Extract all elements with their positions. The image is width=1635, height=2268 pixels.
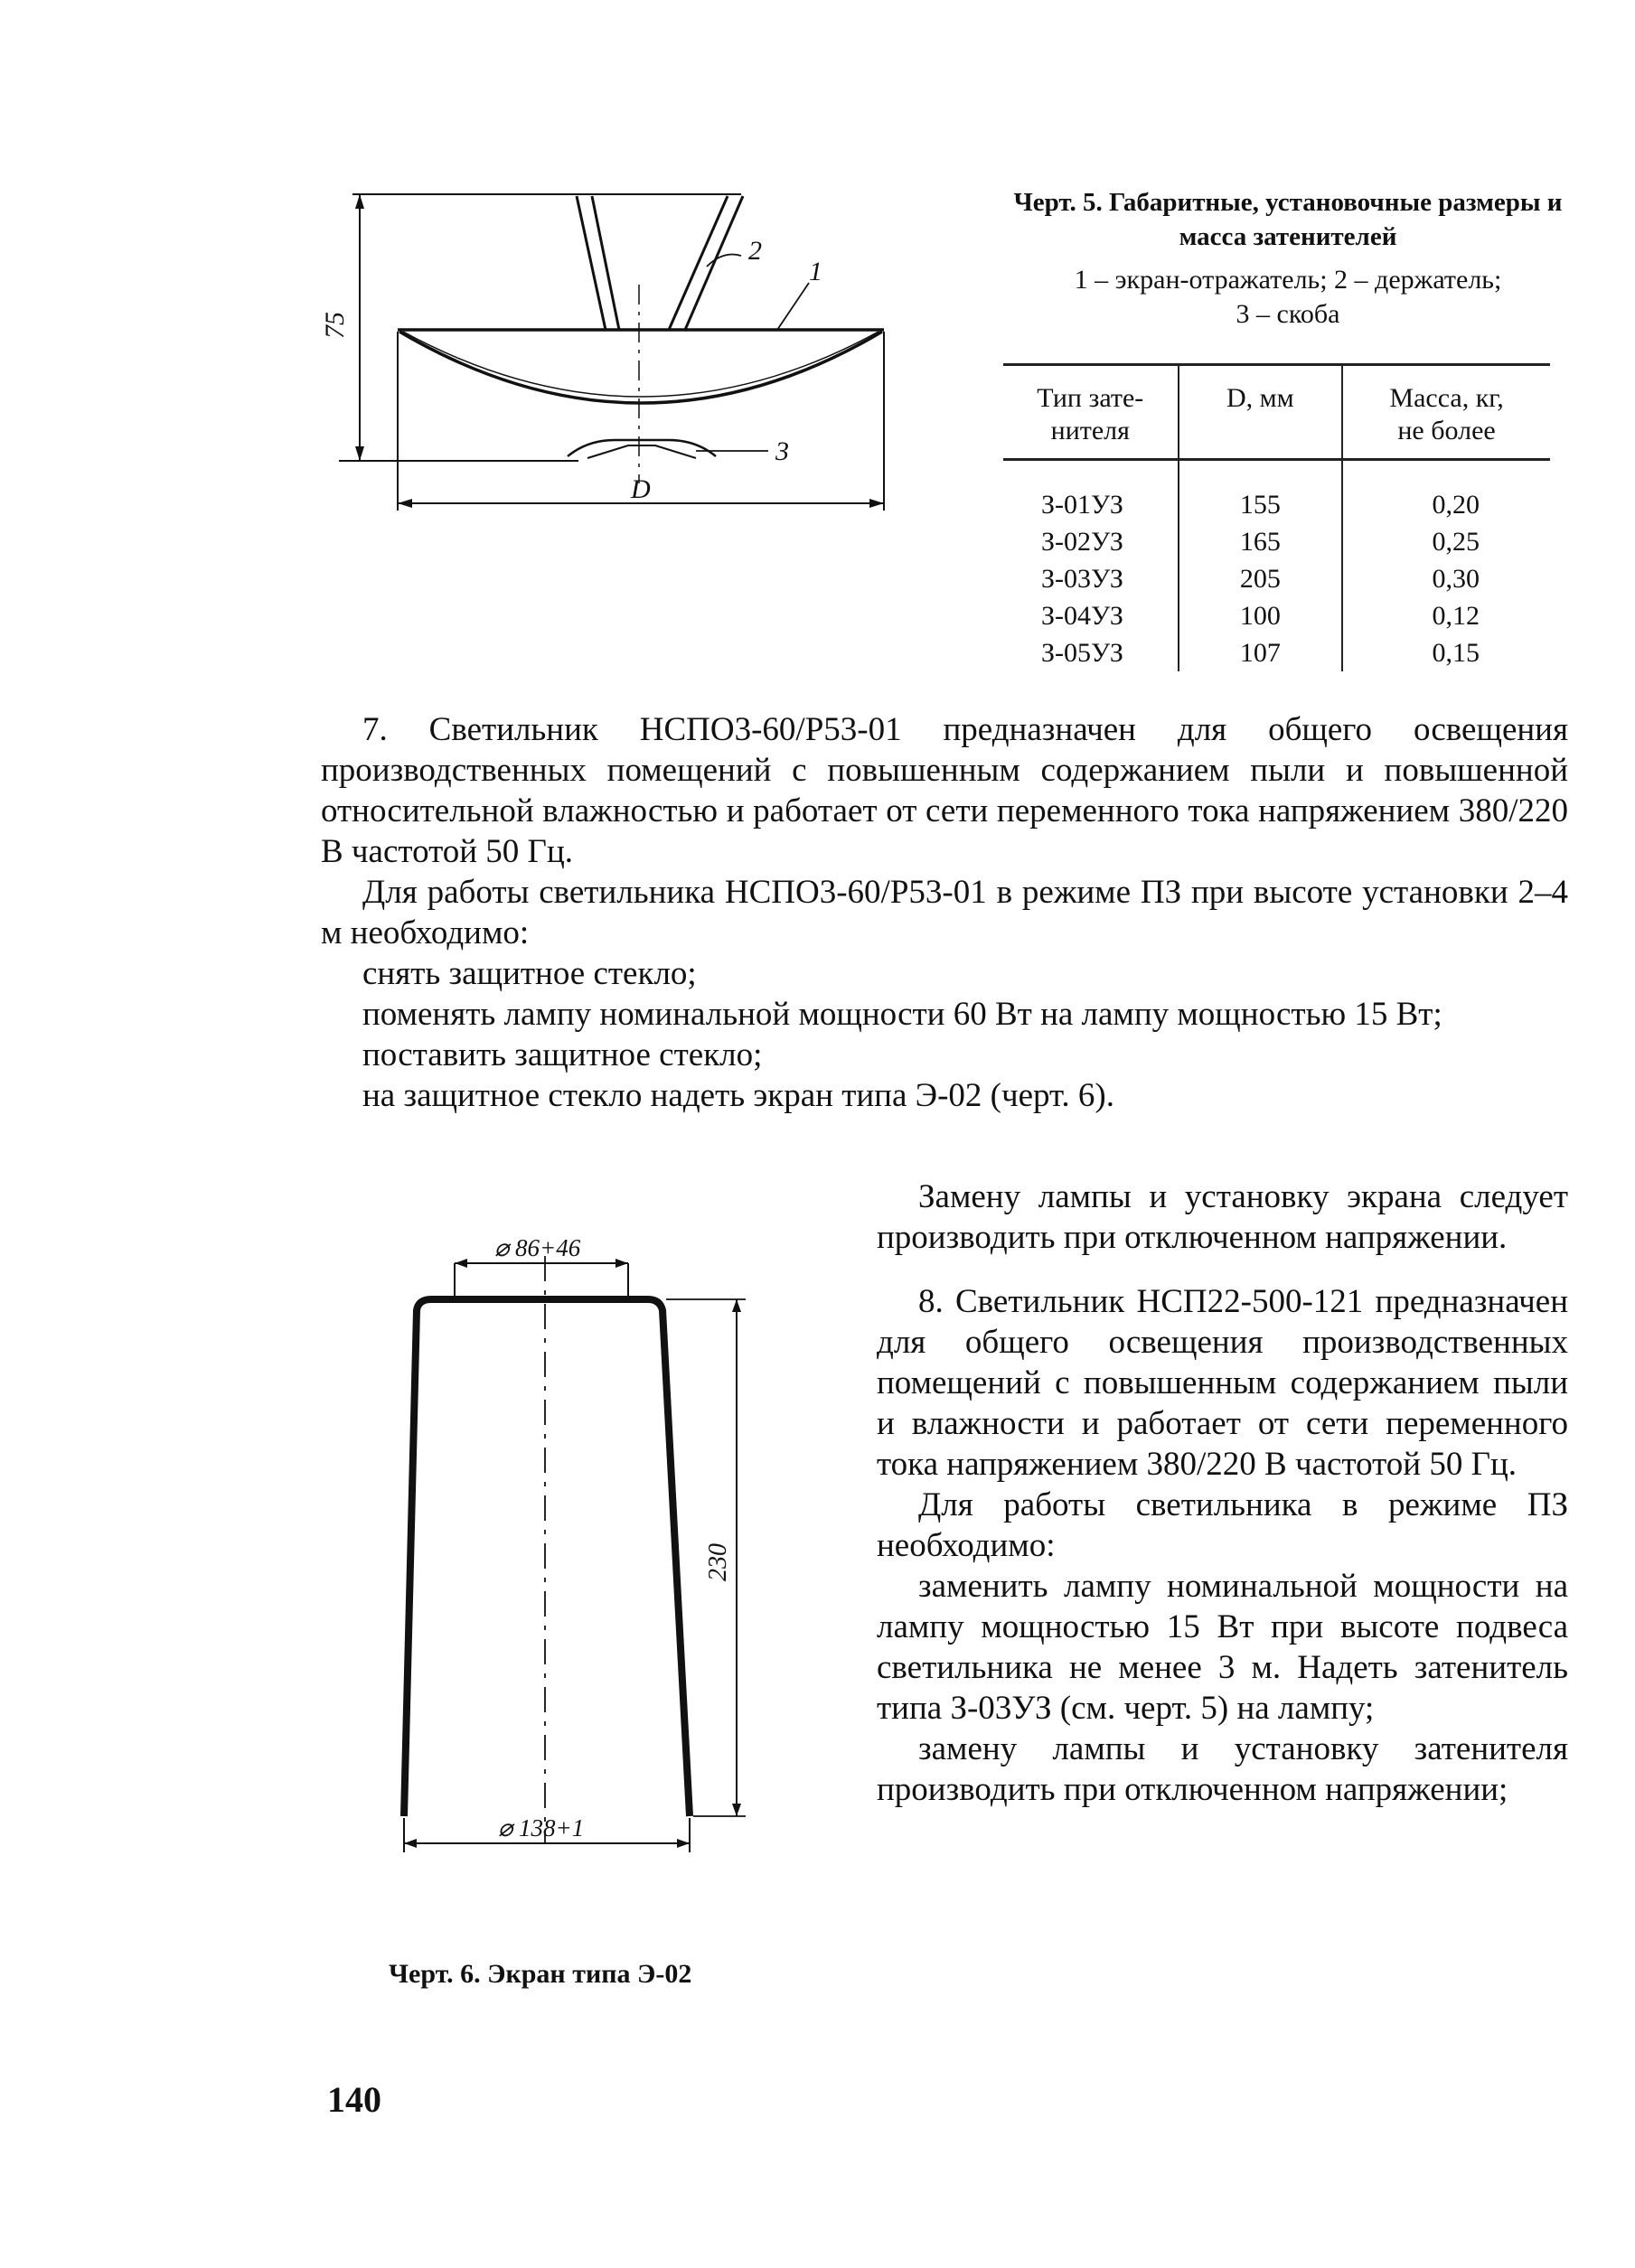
table-header-type: Тип зате- нителя xyxy=(1003,365,1179,460)
section-7-item-1: снять защитное стекло; xyxy=(362,955,697,992)
fig5-label-1: 1 xyxy=(809,257,822,286)
table-row xyxy=(1003,634,1550,671)
section-7-paragraph-1: 7. Светильник НСПО3-60/Р53-01 предназначен для общего освещения производственных помещений с повышенным содержанием пыли и повышенной относительной влажностью и работает от сети переменного тока напряжением 380/220 В частотой 50 Гц. xyxy=(321,711,1568,870)
figure-5-legend-1: 1 – экран-отражатель; 2 – держатель; xyxy=(1074,265,1502,295)
section-7-paragraph-2: Для работы светильника НСПО3-60/Р53-01 в режиме ПЗ при высоте установки 2–4 м необходимо: xyxy=(321,874,1568,951)
table-cell-type: З-02УЗ xyxy=(1041,527,1123,557)
table-header-row xyxy=(1003,365,1550,460)
section-7-item-2: поменять лампу номинальной мощности 60 Вт на лампу мощностью 15 Вт; xyxy=(362,996,1442,1033)
right-column-text xyxy=(877,1176,1568,1810)
fig6-dim-height: 230 xyxy=(704,1543,732,1581)
table-cell-type: З-05УЗ xyxy=(1041,638,1123,668)
table-cell-type: З-01УЗ xyxy=(1041,490,1123,520)
figure-5-title: Черт. 5. Габаритные, установочные размеры и масса затенителей xyxy=(1013,188,1563,251)
figure-6-drawing xyxy=(384,1220,773,1852)
table-cell-mass: 0,20 xyxy=(1342,460,1550,524)
fig6-dim-top: ⌀ 86+46 xyxy=(494,1234,581,1261)
fig5-label-2: 2 xyxy=(748,236,762,266)
fig6-dim-bottom: ⌀ 138+1 xyxy=(498,1814,585,1842)
section-8-item-2: замену лампы и установку затенителя производить при отключенном напряжении; xyxy=(877,1730,1568,1808)
table-cell-mass: 0,12 xyxy=(1342,597,1550,634)
shade-dimensions-table xyxy=(1003,363,1550,671)
figure-5-caption xyxy=(1008,185,1568,332)
table-cell-d: 107 xyxy=(1179,634,1343,671)
fig5-dim-width: D xyxy=(631,474,651,504)
figure-5-legend-2: 3 – скоба xyxy=(1236,299,1340,329)
fig5-dim-height: 75 xyxy=(320,312,350,339)
section-7-text xyxy=(321,709,1568,1116)
table-row xyxy=(1003,460,1550,524)
table-cell-d: 155 xyxy=(1179,460,1343,524)
figure-5-drawing xyxy=(316,176,904,556)
figure-6-caption: Черт. 6. Экран типа Э-02 xyxy=(389,1959,692,1989)
table-cell-mass: 0,15 xyxy=(1342,634,1550,671)
table-header-mass: Масса, кг, не более xyxy=(1342,365,1550,460)
page-number: 140 xyxy=(327,2079,381,2120)
table-cell-mass: 0,30 xyxy=(1342,560,1550,597)
section-7-item-3: поставить защитное стекло; xyxy=(362,1036,763,1073)
table-header-d: D, мм xyxy=(1179,365,1343,460)
table-row xyxy=(1003,523,1550,560)
table-cell-mass: 0,25 xyxy=(1342,523,1550,560)
table-row xyxy=(1003,597,1550,634)
table-cell-type: З-03УЗ xyxy=(1041,564,1123,594)
section-8-paragraph-2: Для работы светильника в режиме ПЗ необходимо: xyxy=(877,1486,1568,1564)
table-cell-d: 205 xyxy=(1179,560,1343,597)
section-7-closing: Замену лампы и установку экрана следует производить при отключенном напряжении. xyxy=(877,1178,1568,1256)
table-cell-d: 165 xyxy=(1179,523,1343,560)
section-8-paragraph-1: 8. Светильник НСП22-500-121 предназначен для общего освещения производственных помещений с повышенным содержанием пыли и влажности и работает от сети переменного тока напряжением 380/220 В частотой 50 Гц. xyxy=(877,1283,1568,1483)
table-row xyxy=(1003,560,1550,597)
fig5-label-3: 3 xyxy=(775,436,789,466)
section-8-item-1: заменить лампу номинальной мощности на лампу мощностью 15 Вт при высоте подвеса светильника не менее 3 м. Надеть затенитель типа З-03УЗ (см. черт. 5) на лампу; xyxy=(877,1568,1568,1727)
section-7-item-4: на защитное стекло надеть экран типа Э-02 (черт. 6). xyxy=(362,1077,1114,1114)
table-cell-type: З-04УЗ xyxy=(1041,601,1123,631)
table-cell-d: 100 xyxy=(1179,597,1343,634)
